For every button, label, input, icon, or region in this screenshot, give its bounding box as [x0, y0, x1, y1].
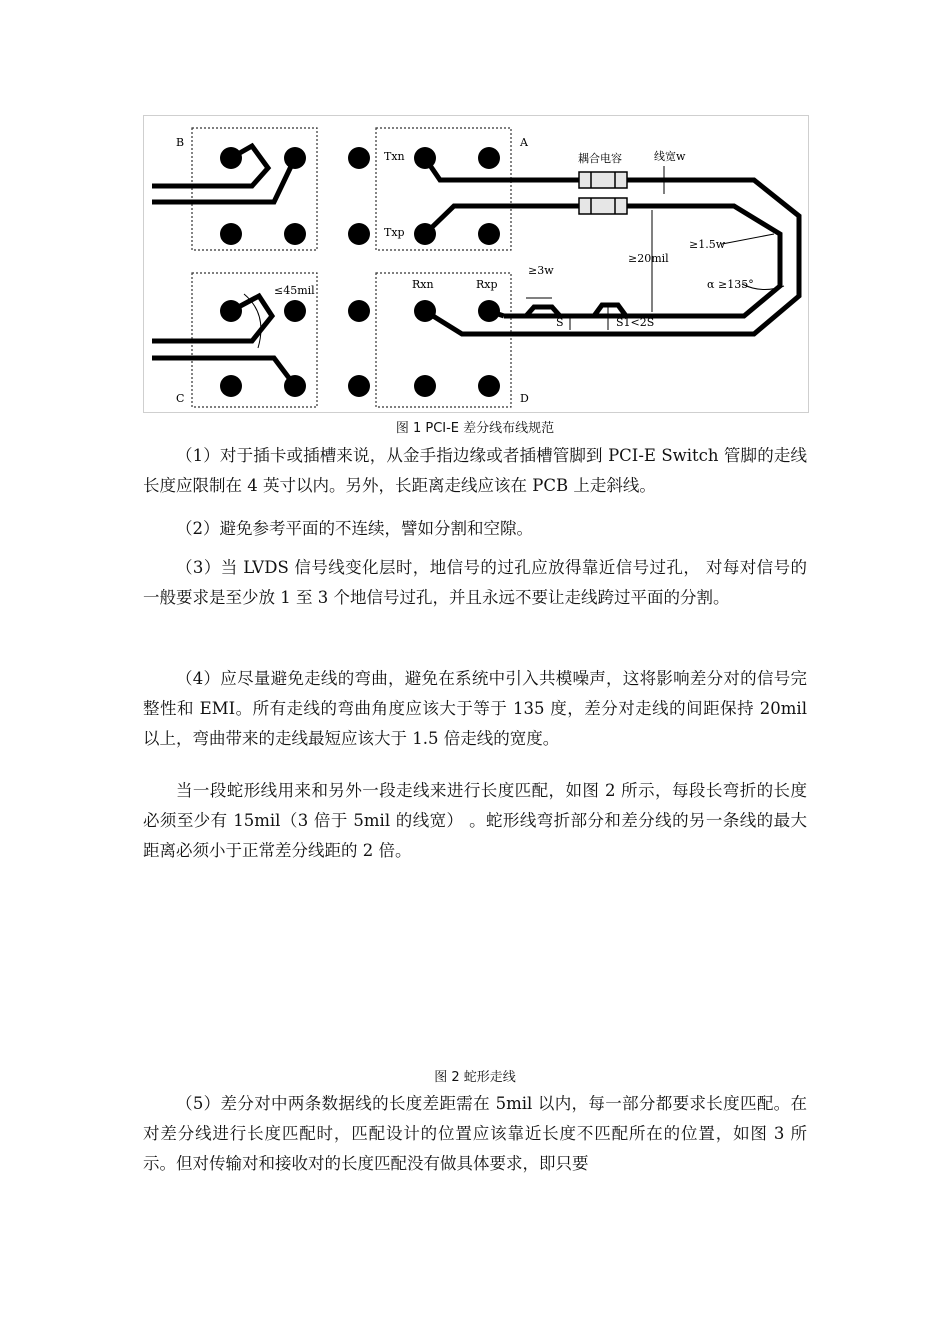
pad: [284, 223, 306, 245]
paragraph-5: 当一段蛇形线用来和另外一段走线来进行长度匹配，如图 2 所示，每段长弯折的长度必须至少有 15mil（3 倍于 5mil 的线宽） 。蛇形线弯折部分和差分线的另一条线的最大距离必须小于正常差分线距的 2 倍。: [143, 781, 807, 860]
label-b: B: [176, 136, 185, 149]
label-a: A: [520, 136, 528, 149]
label-max-45mil: ≤45mil: [274, 284, 315, 297]
pad: [478, 147, 500, 169]
paragraph-3: （3）当 LVDS 信号线变化层时，地信号的过孔应放得靠近信号过孔， 对每对信号的一般要求是至少放 1 至 3 个地信号过孔，并且永远不要让走线跨过平面的分割。: [143, 558, 807, 607]
label-c: C: [176, 392, 185, 405]
pad: [478, 375, 500, 397]
label-angle: ≥135°: [718, 278, 754, 291]
label-s1: S1<2S: [616, 316, 655, 329]
label-s: S: [556, 316, 564, 329]
pad: [220, 375, 242, 397]
label-line-width: 线宽w: [654, 150, 686, 163]
paragraph-2: （2）避免参考平面的不连续，譬如分割和空隙。: [176, 519, 533, 538]
pad: [414, 375, 436, 397]
paragraph-6: （5）差分对中两条数据线的长度差距需在 5mil 以内，每一部分都要求长度匹配。在对差分线进行长度匹配时，匹配设计的位置应该靠近长度不匹配所在的位置，如图 3 所示。但对传输对和接收对的长度匹配没有做具体要求，即只要: [143, 1094, 807, 1173]
label-txn: Txn: [384, 150, 405, 163]
trace-txp: [425, 206, 780, 316]
label-bend-length: ≥1.5w: [689, 238, 726, 251]
label-serpentine-length: ≥3w: [528, 264, 554, 277]
label-min-spacing: ≥20mil: [628, 252, 669, 265]
pad: [348, 223, 370, 245]
pad: [348, 300, 370, 322]
label-alpha: α: [707, 278, 715, 291]
paragraph-1: （1）对于插卡或插槽来说，从金手指边缘或者插槽管脚到 PCI-E Switch 管脚的走线长度应限制在 4 英寸以内。另外，长距离走线应该在 PCB 上走斜线。: [143, 446, 807, 495]
coupling-capacitor: [579, 172, 627, 214]
label-rxp: Rxp: [476, 278, 498, 291]
pad: [478, 223, 500, 245]
pad: [284, 300, 306, 322]
trace-c-upper: [152, 296, 272, 341]
label-txp: Txp: [384, 226, 405, 239]
pad: [348, 375, 370, 397]
figure-2-caption: 图 2 蛇形走线: [434, 1070, 516, 1085]
pad: [348, 147, 370, 169]
figure-1-pcie-routing-diagram: [143, 115, 809, 413]
label-d: D: [520, 392, 529, 405]
trace-b-upper: [152, 146, 268, 186]
figure-1-caption: 图 1 PCI-E 差分线布线规范: [395, 421, 555, 436]
paragraph-4: （4）应尽量避免走线的弯曲，避免在系统中引入共模噪声，这将影响差分对的信号完整性和 EMI。所有走线的弯曲角度应该大于等于 135 度，差分对走线的间距保持 20mil 以上，弯曲带来的走线最短应该大于 1.5 倍走线的宽度。: [143, 669, 807, 748]
label-coupling-capacitor: 耦合电容: [578, 152, 622, 165]
bend-arrow: [722, 234, 774, 244]
pad: [220, 223, 242, 245]
label-rxn: Rxn: [412, 278, 434, 291]
